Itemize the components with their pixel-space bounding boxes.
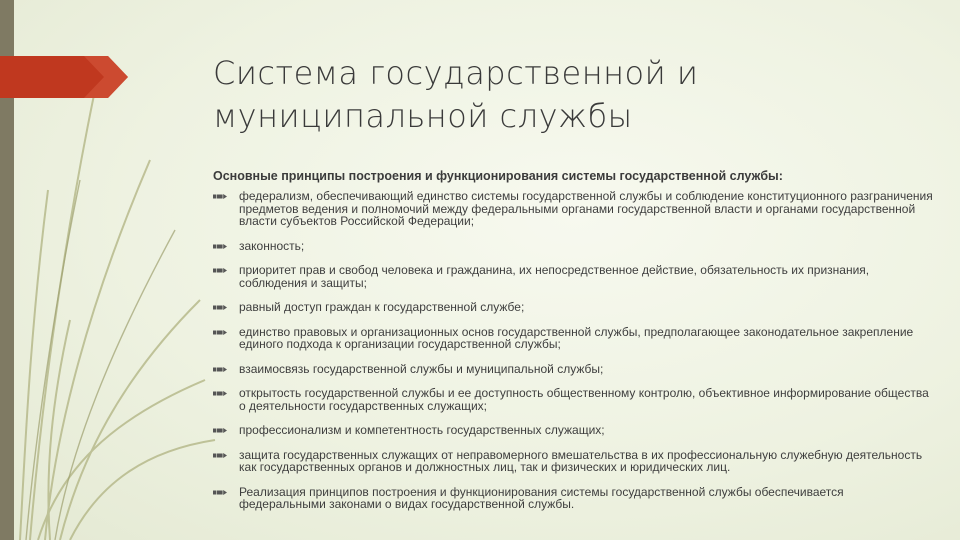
- pencil-arrow-icon: [213, 425, 227, 436]
- list-item: [213, 240, 933, 253]
- list-item: [213, 301, 933, 314]
- list-item-text: профессионализм и компетентность государственных служащих;: [239, 423, 605, 437]
- list-item: [213, 190, 933, 228]
- list-item-text: защита государственных служащих от неправомерного вмешательства в их профессиональную служебную деятельность как государственных органов и должностных лиц, так и физических и юридических лиц.: [239, 447, 923, 474]
- pencil-arrow-icon: [213, 487, 227, 498]
- slide-title: [213, 52, 913, 138]
- list-item-text: равный доступ граждан к государственной службе;: [239, 300, 525, 314]
- list-item: [213, 387, 933, 412]
- list-item-text: приоритет прав и свобод человека и гражданина, их непосредственное действие, обязательность их признания, соблюдения и защиты;: [239, 263, 870, 290]
- list-item-text: законность;: [239, 238, 305, 253]
- list-item-text: единство правовых и организационных основ государственной службы, предполагающее законодательное закрепление единого подхода к организации государственной службы;: [239, 324, 914, 351]
- title-accent-arrow: [0, 56, 128, 98]
- pencil-arrow-icon: [213, 388, 227, 399]
- pencil-arrow-icon: [213, 191, 227, 202]
- title-line-2: муниципальной службы: [213, 97, 633, 135]
- title-line-1: Система государственной и: [213, 54, 699, 92]
- pencil-arrow-icon: [213, 450, 227, 461]
- pencil-arrow-icon: [213, 327, 227, 338]
- pencil-arrow-icon: [213, 364, 227, 375]
- pencil-arrow-icon: [213, 265, 227, 276]
- list-item: [213, 326, 933, 351]
- list-item: [213, 264, 933, 289]
- principles-list: [213, 190, 933, 511]
- list-item: [213, 449, 933, 474]
- list-item-text: открытость государственной службы и ее доступность общественному контролю, объективное информирование общества о деятельности государственных служащих;: [239, 386, 929, 413]
- list-item: [213, 363, 933, 376]
- list-item-text: федерализм, обеспечивающий единство системы государственной службы и соблюдение конституционного разграничения предметов ведения и полномочий между федеральными органами государственной власти и органами государственной власти субъектов Российской Федерации;: [239, 189, 933, 228]
- pencil-arrow-icon: [213, 241, 227, 252]
- slide-subtitle: Основные принципы построения и функционирования системы государственной службы:: [213, 169, 783, 183]
- list-item-text: Реализация принципов построения и функционирования системы государственной службы обеспечивается федеральными законами о видах государственной службы.: [239, 484, 844, 511]
- pencil-arrow-icon: [213, 302, 227, 313]
- list-item-text: взаимосвязь государственной службы и муниципальной службы;: [239, 361, 604, 376]
- list-item: [213, 424, 933, 437]
- list-item: [213, 486, 933, 511]
